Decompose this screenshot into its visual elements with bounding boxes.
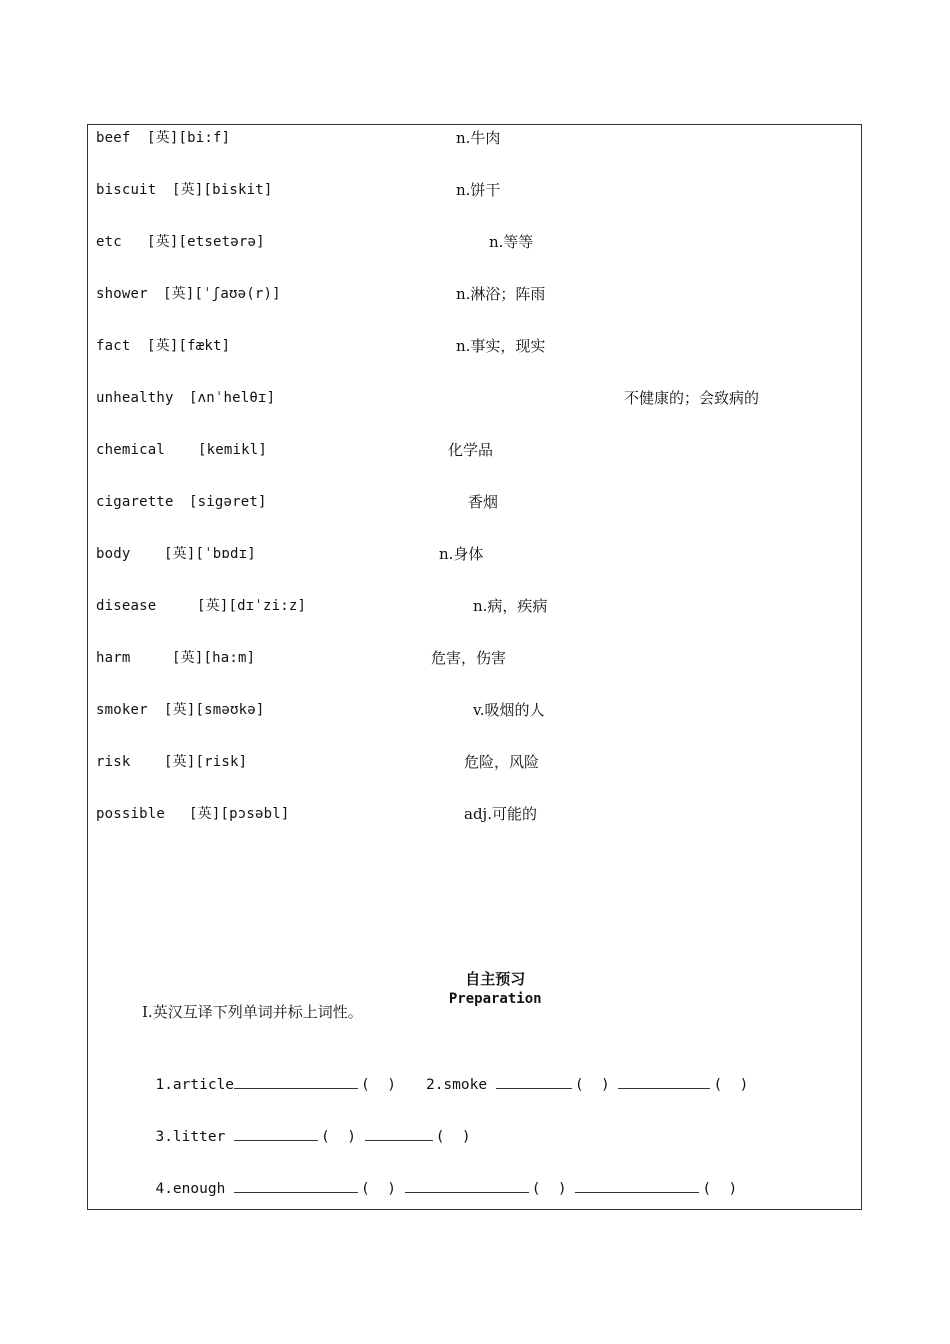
vocab-meaning: adj.可能的 [464,805,537,823]
vocab-word: beef [96,130,131,146]
section-title-en: Preparation [448,991,542,1007]
vocab-phonetic: [英][sməʊkə] [164,702,265,718]
vocab-phonetic: [英][dɪˈzi:z] [197,598,307,614]
pos-paren[interactable]: ( ) [321,1129,356,1145]
vocab-word: cigarette [96,494,174,510]
vocab-row-harm [96,646,507,670]
vocab-row-risk [96,750,540,774]
vocab-row-smoker [96,698,545,722]
vocab-meaning: n.事实，现实 [456,337,546,355]
vocab-phonetic: [kemikl] [198,442,268,458]
pos-paren[interactable]: ( ) [574,1077,610,1093]
vocab-phonetic: [英][bi:f] [147,130,231,146]
vocab-word: harm [96,650,131,666]
exercise-line-2 [138,1108,471,1145]
vocab-word: etc [96,234,122,250]
vocab-word: risk [96,754,131,770]
vocab-row-chemical [96,438,494,462]
vocab-row-body [96,542,484,566]
vocab-row-cigarette [96,490,499,514]
vocab-phonetic: [英][ha:m] [172,650,256,666]
vocab-word: body [96,546,131,562]
vocab-phonetic: [英][etsetərə] [147,234,265,250]
vocab-meaning: n.身体 [439,545,484,563]
pos-paren[interactable]: ( ) [713,1077,749,1093]
pos-paren[interactable]: ( ) [361,1077,396,1093]
vocab-phonetic: [ʌnˈhelθɪ] [189,390,276,406]
vocab-meaning: 香烟 [468,493,499,511]
vocab-meaning: n.牛肉 [456,129,501,147]
vocab-meaning: 不健康的；会致病的 [624,389,760,407]
vocab-row-etc [96,230,534,254]
vocab-word: disease [96,598,157,614]
vocab-word: unhealthy [96,390,174,406]
answer-blank[interactable] [496,1072,572,1089]
vocab-word: biscuit [96,182,157,198]
pos-paren[interactable]: ( ) [702,1181,738,1197]
exercise-item-litter: 3.litter [155,1129,226,1145]
vocab-phonetic: [英][fækt] [147,338,231,354]
vocab-phonetic: [英][biskit] [172,182,273,198]
vocab-meaning: n.淋浴；阵雨 [456,285,546,303]
vocab-row-beef [96,126,501,150]
vocab-meaning: n.饼干 [456,181,501,199]
vocab-row-unhealthy [96,386,760,410]
vocab-meaning: 危害，伤害 [431,649,507,667]
answer-blank[interactable] [618,1072,710,1089]
vocab-row-shower [96,282,546,306]
vocab-phonetic: [英][risk] [164,754,248,770]
vocab-word: smoker [96,702,148,718]
answer-blank[interactable] [405,1176,529,1193]
vocab-word: chemical [96,442,166,458]
answer-blank[interactable] [234,1176,358,1193]
vocab-phonetic: [sigəret] [189,494,267,510]
vocab-phonetic: [英][ˈʃaʊə(r)] [163,286,281,302]
vocab-row-biscuit [96,178,501,202]
vocab-meaning: n.病，疾病 [473,597,548,615]
vocab-meaning: 危险，风险 [464,753,540,771]
vocab-row-fact [96,334,546,358]
exercise-item-enough: 4.enough [155,1181,226,1197]
vocab-word: possible [96,806,166,822]
pos-paren[interactable]: ( ) [435,1129,471,1145]
vocab-meaning: v.吸烟的人 [473,701,545,719]
exercise-item-smoke: 2.smoke [425,1077,488,1093]
vocab-meaning: n.等等 [489,233,534,251]
vocab-phonetic: [英][ˈbɒdɪ] [164,546,256,562]
vocab-row-disease [96,594,548,618]
exercise-line-3 [138,1160,737,1197]
answer-blank[interactable] [234,1124,318,1141]
vocab-word: fact [96,338,131,354]
answer-blank[interactable] [575,1176,699,1193]
answer-blank[interactable] [365,1124,433,1141]
section-title [0,950,950,1007]
vocab-row-possible [96,802,537,826]
exercise-item-article: 1.article [155,1077,235,1093]
vocab-word: shower [96,286,148,302]
vocab-meaning: 化学品 [448,441,494,459]
section-title-cn: 自主预习 [465,970,526,988]
pos-paren[interactable]: ( ) [361,1181,396,1197]
exercise-line-1 [138,1056,748,1093]
pos-paren[interactable]: ( ) [531,1181,567,1197]
answer-blank[interactable] [234,1072,358,1089]
instruction-text: Ⅰ.英汉互译下列单词并标上词性。 [142,1003,363,1021]
vocab-phonetic: [英][pɔsəbl] [189,806,290,822]
